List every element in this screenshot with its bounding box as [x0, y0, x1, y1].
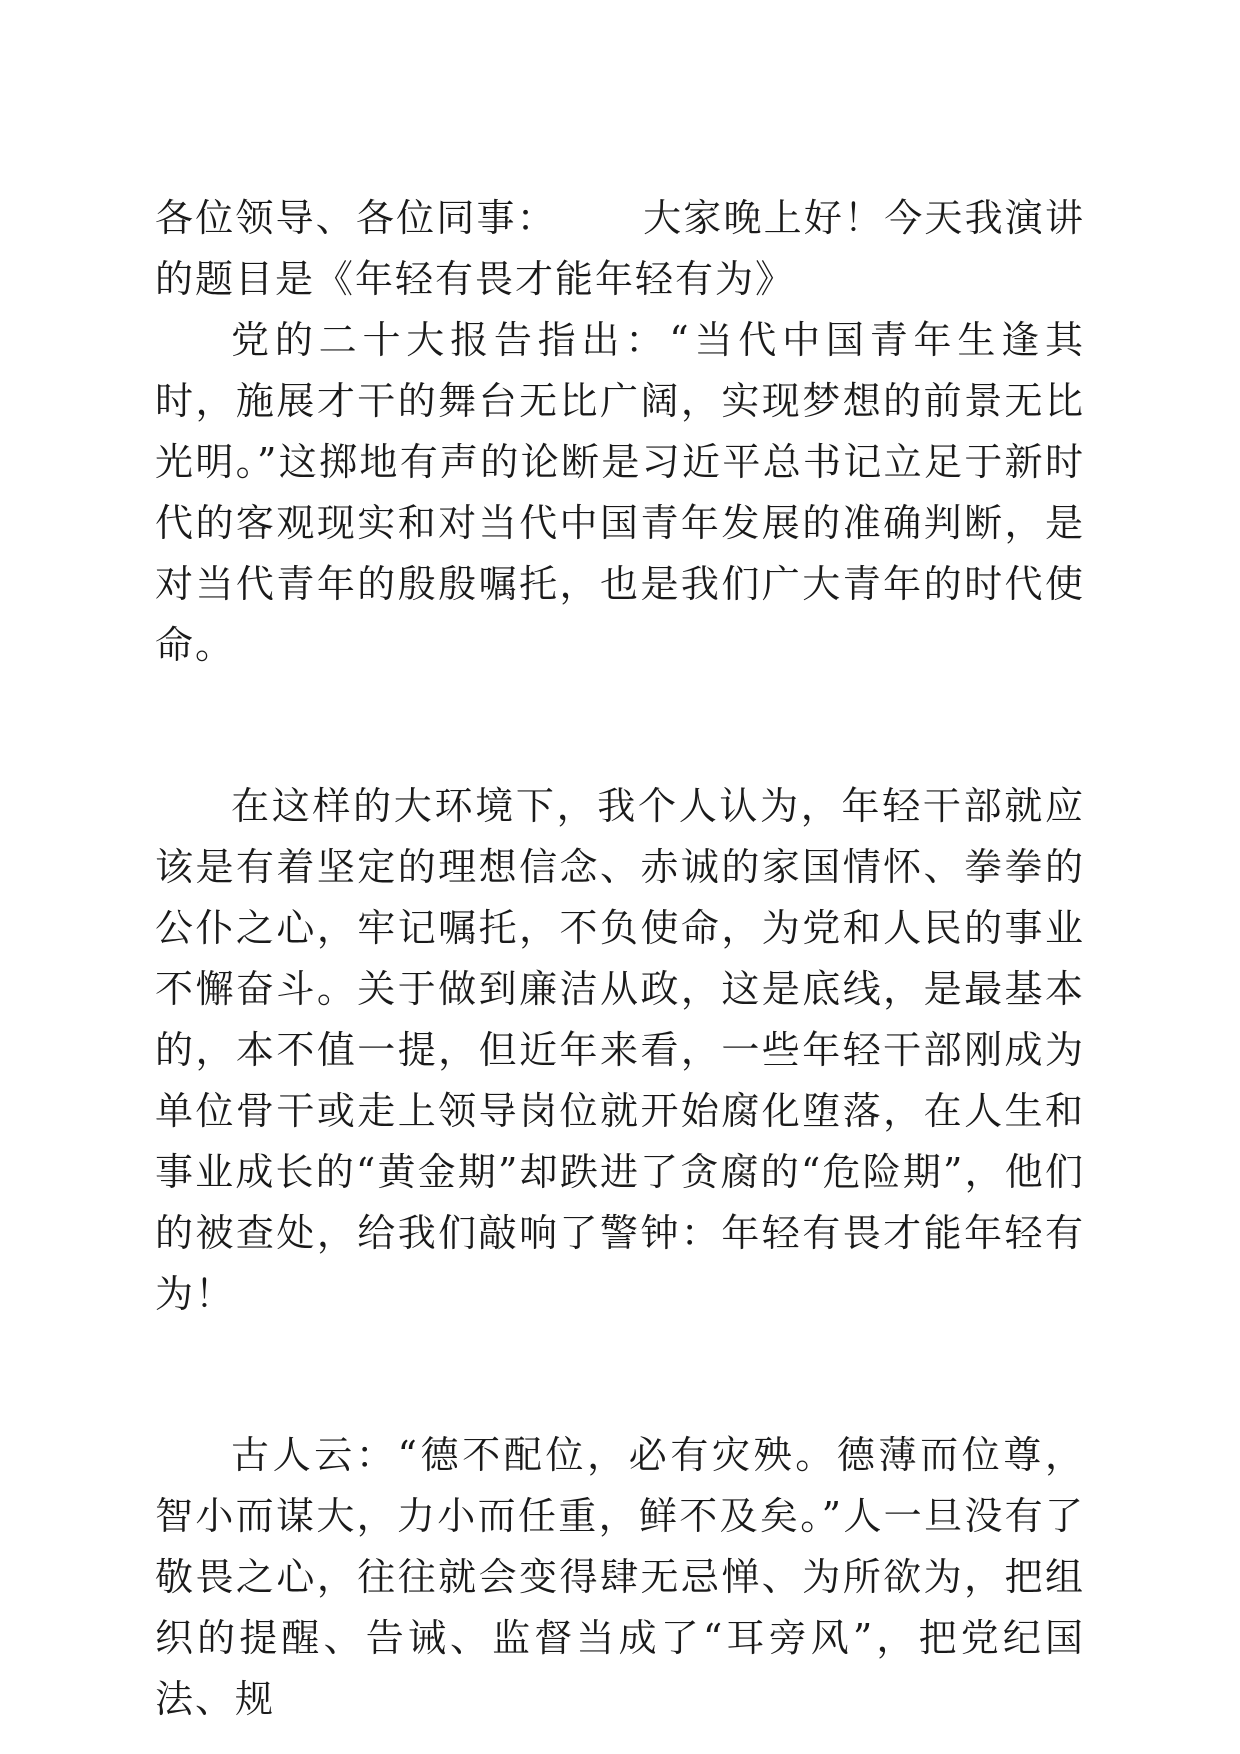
- paragraph-gap: [155, 676, 1085, 776]
- paragraph-gap: [155, 1325, 1085, 1425]
- greeting: 大家晚上好！今天我演讲的题目是《年轻有畏才能年轻有为》: [155, 196, 1085, 301]
- document-page: [155, 188, 1085, 1730]
- paragraph-ancients: 古人云：“德不配位，必有灾殃。德薄而位尊，智小而谋大，力小而任重，鲜不及矣。”人一旦没有了敬畏之心，往往就会变得肆无忌惮、为所欲为，把组织的提醒、告诫、监督当成了“耳旁风”，把党纪国法、规: [155, 1433, 1085, 1721]
- opening-paragraph: [155, 188, 1085, 310]
- salutation: 各位领导、各位同事：: [155, 196, 557, 240]
- paragraph-report: 党的二十大报告指出：“当代中国青年生逢其时，施展才干的舞台无比广阔，实现梦想的前景无比光明。”这掷地有声的论断是习近平总书记立足于新时代的客观现实和对当代中国青年发展的准确判断，是对当代青年的殷殷嘱托，也是我们广大青年的时代使命。: [155, 318, 1085, 667]
- paragraph-young-cadres: 在这样的大环境下，我个人认为，年轻干部就应该是有着坚定的理想信念、赤诚的家国情怀、拳拳的公仆之心，牢记嘱托，不负使命，为党和人民的事业不懈奋斗。关于做到廉洁从政，这是底线，是最基本的，本不值一提，但近年来看，一些年轻干部刚成为单位骨干或走上领导岗位就开始腐化堕落，在人生和事业成长的“黄金期”却跌进了贪腐的“危险期”，他们的被查处，给我们敲响了警钟：年轻有畏才能年轻有为！: [155, 784, 1085, 1316]
